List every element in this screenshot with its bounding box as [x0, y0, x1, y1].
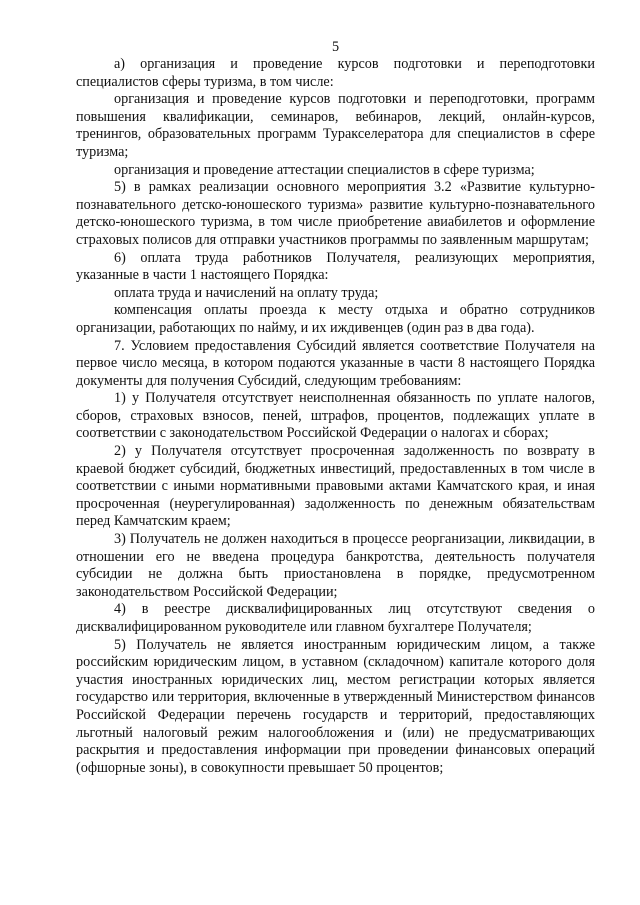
- paragraph-6-salary: 6) оплата труда работников Получателя, реализующих мероприятия, указанные в части 1 настоящего Порядка:: [76, 249, 595, 284]
- paragraph-req-3-reorganization: 3) Получатель не должен находиться в процессе реорганизации, ликвидации, в отношении его не введена процедура банкротства, деятельность получателя субсидии не должна быть приостановлена в порядке, предусмотренном законодательством Российской Федерации;: [76, 531, 595, 600]
- paragraph-travel-compensation: компенсация оплаты проезда к месту отдыха и обратно сотрудников организации, работающих по найму, и их иждивенцев (один раз в два года).: [76, 302, 595, 336]
- paragraph-attestation: организация и проведение аттестации специалистов в сфере туризма;: [114, 161, 535, 178]
- paragraph-courses-programs: организация и проведение курсов подготовки и переподготовки, программ повышения квалификации, семинаров, вебинаров, лекций, онлайн-курсов, тренингов, образовательных программ Туракселератора для специалистов в сфере туризма;: [76, 91, 595, 160]
- paragraph-req-4-registry: 4) в реестре дисквалифицированных лиц отсутствуют сведения о дисквалифицированном руководителе или главном бухгалтере Получателя;: [76, 601, 595, 635]
- paragraph-a-courses: а) организация и проведение курсов подготовки и переподготовки специалистов сферы туризма, в том числе:: [76, 56, 595, 90]
- document-body: [76, 56, 595, 777]
- paragraph-7-conditions: 7. Условием предоставления Субсидий является соответствие Получателя на первое число месяца, в котором подаются указанные в части 8 настоящего Порядка документы для получения Субсидий, следующим требованиям:: [76, 337, 595, 389]
- paragraph-req-2-debt: 2) у Получателя отсутствует просроченная задолженность по возврату в краевой бюджет субсидий, бюджетных инвестиций, предоставленных в том числе в соответствии с иными нормативными правовыми актами Камчатского края, и иная просроченная (неурегулированная) задолженность по денежным обязательствам перед Камчатским краем;: [76, 443, 595, 530]
- paragraph-req-5-foreign: 5) Получатель не является иностранным юридическим лицом, а также российским юридическим лицом, в уставном (складочном) капитале которого доля участия иностранных юридических лиц, местом регистрации которых является государство или территория, включенные в утвержденный Министерством финансов Российской Федерации перечень государств и территорий, предоставляющих льготный налоговый режим налогообложения и (или) не предусматривающих раскрытия и предоставления информации при проведении финансовых операций (офшорные зоны), в совокупности превышает 50 процентов;: [76, 636, 595, 776]
- paragraph-5-youth-tourism: 5) в рамках реализации основного мероприятия 3.2 «Развитие культурно-познавательного детско-юношеского туризма» развитие культурно-познавательного детско-юношеского туризма, в том числе приобретение авиабилетов и оформление страховых полисов для отправки участников программы по заявленным маршрутам;: [76, 179, 595, 248]
- paragraph-req-1-taxes: 1) у Получателя отсутствует неисполненная обязанность по уплате налогов, сборов, страховых взносов, пеней, штрафов, процентов, подлежащих уплате в соответствии с законодательством Российской Федерации о налогах и сборах;: [76, 390, 595, 442]
- page-number: 5: [331, 39, 340, 55]
- paragraph-salary-payment: оплата труда и начислений на оплату труда;: [114, 284, 379, 301]
